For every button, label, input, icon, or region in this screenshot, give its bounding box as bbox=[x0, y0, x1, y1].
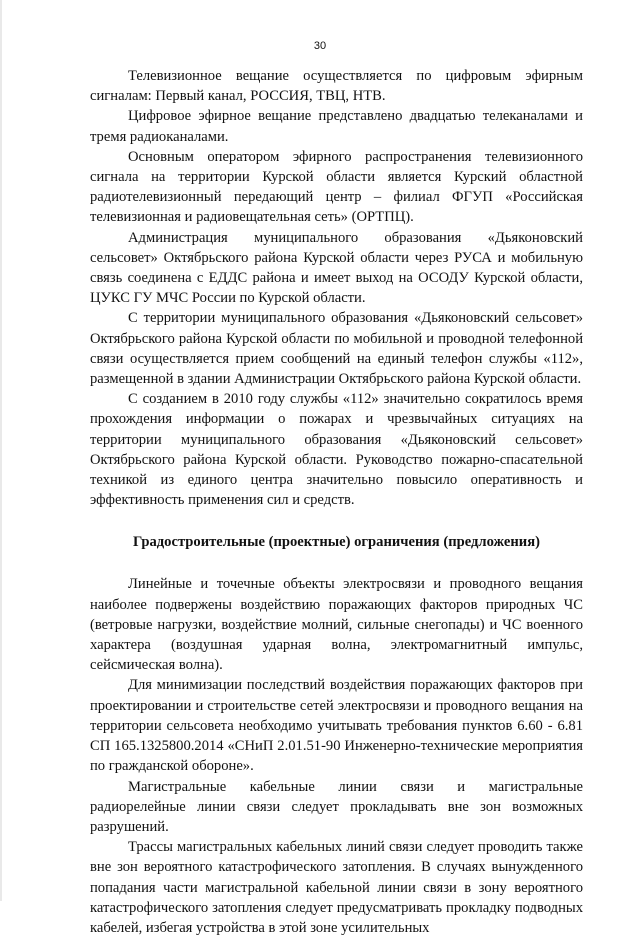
page-number: 30 bbox=[313, 40, 327, 52]
page-body bbox=[90, 66, 583, 938]
paragraph: Магистральные кабельные линии связи и магистральные радиорелейные линии связи следует прокладывать вне зон возможных разрушений. bbox=[90, 778, 583, 835]
paragraph: С созданием в 2010 году службы «112» значительно сократилось время прохождения информации о пожарах и чрезвычайных ситуациях на территории муниципального образования «Дьяконовский сельсовет» Октябрьского района Курской области. Руководство пожарно-спасательной техникой из единого центра значительно повысило оперативность и эффективность применения сил и средств. bbox=[90, 391, 583, 509]
scan-edge bbox=[0, 0, 2, 901]
paragraph: Основным оператором эфирного распространения телевизионного сигнала на территории Курской области является Курский областной радиотелевизионный передающий центр – филиал ФГУП «Российская телевизионная и радиовещательная сеть» (ОРТПЦ). bbox=[90, 148, 583, 226]
paragraph: С территории муниципального образования «Дьяконовский сельсовет» Октябрьского района Курской области по мобильной и проводной телефонной связи осуществляется прием сообщений на единый телефон службы «112», размещенной в здании Администрации Октябрьского района Курской области. bbox=[90, 310, 583, 388]
paragraph: Цифровое эфирное вещание представлено двадцатью телеканалами и тремя радиоканалами. bbox=[90, 108, 583, 145]
section-heading: Градостроительные (проектные) ограничения (предложения) bbox=[133, 534, 540, 551]
paragraph: Линейные и точечные объекты электросвязи и проводного вещания наиболее подвержены воздействию поражающих факторов природных ЧС (ветровые нагрузки, воздействие молний, сильные снегопады) и ЧС военного характера (воздушная ударная волна, электромагнитный импульс, сейсмическая волна). bbox=[90, 576, 583, 674]
paragraph: Телевизионное вещание осуществляется по цифровым эфирным сигналам: Первый канал, РОССИЯ, ТВЦ, НТВ. bbox=[90, 68, 583, 105]
spacer bbox=[90, 510, 583, 532]
paragraph: Трассы магистральных кабельных линий связи следует проводить также вне зон вероятного катастрофического затопления. В случаях вынужденного попадания части магистральной кабельной линии связи в зону вероятного катастрофического затопления следует предусматривать прокладку подводных кабелей, избегая устройства в этой зоне усилительных bbox=[90, 839, 583, 936]
spacer bbox=[90, 552, 583, 574]
paragraph: Для минимизации последствий воздействия поражающих факторов при проектировании и строительстве сетей электросвязи и проводного вещания на территории сельсовета необходимо учитывать требования пунктов 6.60 - 6.81 СП 165.1325800.2014 «СНиП 2.01.51-90 Инженерно-технические мероприятия по гражданской обороне». bbox=[90, 677, 583, 775]
paragraph: Администрация муниципального образования «Дьяконовский сельсовет» Октябрьского района Курской области через РУСА и мобильную связь соединена с ЕДДС района и имеет выход на ОСОДУ Курской области, ЦУКС ГУ МЧС России по Курской области. bbox=[90, 229, 583, 307]
